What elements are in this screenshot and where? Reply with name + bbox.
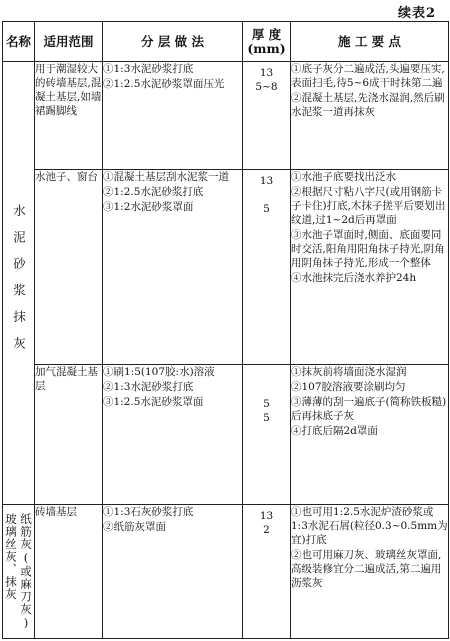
thickness-value: 2 xyxy=(263,524,270,536)
layer-item: ③1:2.5水泥砂浆罩面 xyxy=(103,396,204,408)
point-item: ②也可用麻刀灰、玻璃丝灰罩面,高级装修宜分二遍成活,第二遍用沥浆灰 xyxy=(291,549,442,589)
header-row xyxy=(3,22,449,62)
layer-item: ①刷1:5(107胶:水)溶液 xyxy=(103,366,215,378)
thickness-value: 13 xyxy=(259,67,274,79)
header-layers: 分 层 做 法 xyxy=(103,22,243,62)
header-name: 名称 xyxy=(3,22,35,62)
table-row xyxy=(3,365,449,505)
scope-cell: 用于潮湿较大的砖墙基层,混凝土基层,如墙裙踢脚线 xyxy=(35,62,103,170)
header-points: 施 工 要 点 xyxy=(291,22,449,62)
table-row xyxy=(3,505,449,639)
points-cell xyxy=(291,505,449,639)
continued-table-label: 续表2 xyxy=(397,6,436,21)
construction-table xyxy=(2,21,449,639)
layers-cell xyxy=(103,62,243,170)
layer-item: ①1:3石灰砂浆打底 xyxy=(103,506,194,518)
table-row xyxy=(3,170,449,365)
header-scope: 适用范围 xyxy=(35,22,103,62)
point-item: ④打底后隔2d罩面 xyxy=(291,425,378,437)
group-name-col-b: 玻璃丝灰、抹灰 xyxy=(4,512,18,601)
point-item: ②107胶溶液要涂刷均匀 xyxy=(291,381,406,393)
header-thickness xyxy=(243,22,291,62)
point-item: ②根据尺寸粘八字尺(或用钢筋卡子卡住)打底,木抹子搓平后要划出纹道,过1~2d后再罩面 xyxy=(291,186,446,226)
point-item: ①水池子底要找出泛水 xyxy=(291,171,396,183)
layers-cell xyxy=(103,505,243,639)
thickness-value: 13 xyxy=(259,510,274,522)
points-cell xyxy=(291,170,449,365)
point-item: ③薄薄的刮一遍底子(简称铁板糙)后再抹底子灰 xyxy=(291,396,447,422)
thickness-value: 5 xyxy=(263,203,270,215)
table-row xyxy=(3,62,449,170)
scope-cell: 砖墙基层 xyxy=(35,505,103,639)
scope-cell: 加气混凝土基层 xyxy=(35,365,103,505)
group-name-cement-mortar xyxy=(3,62,35,505)
thickness-value: 5 xyxy=(263,412,270,424)
layer-item: ①混凝土基层刮水泥浆一道 xyxy=(103,171,229,183)
layer-item: ②纸筋灰罩面 xyxy=(103,521,166,533)
point-item: ②混凝土基层,先浇水湿润,然后刷水泥浆一道再抹灰 xyxy=(291,92,445,118)
scope-cell: 水池子、窗台 xyxy=(35,170,103,365)
point-item: ①也可用1:2.5水泥炉渣砂浆或1:3水泥石屑(粒径0.3~0.5mm为宜)打底 xyxy=(291,506,448,546)
thickness-cell xyxy=(243,365,291,505)
points-cell xyxy=(291,365,449,505)
layer-item: ②1:2.5水泥砂浆打底 xyxy=(103,186,204,198)
group-name-text: 水泥砂浆抹灰 xyxy=(11,203,27,363)
group-name-paper-fiber-plaster xyxy=(3,505,35,639)
group-name-col-a: 纸筋灰(或麻刀灰) xyxy=(19,512,33,631)
thickness-value: 5 xyxy=(263,398,270,410)
layer-item: ②1:3水泥砂浆打底 xyxy=(103,381,194,393)
layer-item: ①1:3水泥砂浆打底 xyxy=(103,63,194,75)
point-item: ③水池子罩面时,侧面、底面要同时交活,阳角用阳角抹子持光,阴角用阴角抹子持光,形成一个整体 xyxy=(291,229,445,269)
thickness-cell xyxy=(243,505,291,639)
thickness-cell xyxy=(243,170,291,365)
layer-item: ③1:2水泥砂浆罩面 xyxy=(103,201,194,213)
thickness-cell xyxy=(243,62,291,170)
header-thickness-unit: (mm) xyxy=(247,40,286,56)
layer-item: ②1:2.5水泥砂浆罩面压光 xyxy=(103,78,225,90)
points-cell xyxy=(291,62,449,170)
point-item: ①底子灰分二遍成活,头遍要压实,表面扫毛,待5~6成干时抹第二遍 xyxy=(291,63,445,89)
header-thickness-label: 厚 度 xyxy=(251,26,282,42)
point-item: ④水池抹完后浇水养护24h xyxy=(291,272,417,284)
point-item: ①抹灰前将墙面浇水湿润 xyxy=(291,366,407,378)
thickness-value: 13 xyxy=(259,175,274,187)
layers-cell xyxy=(103,170,243,365)
layers-cell xyxy=(103,365,243,505)
thickness-value: 5~8 xyxy=(255,81,278,93)
